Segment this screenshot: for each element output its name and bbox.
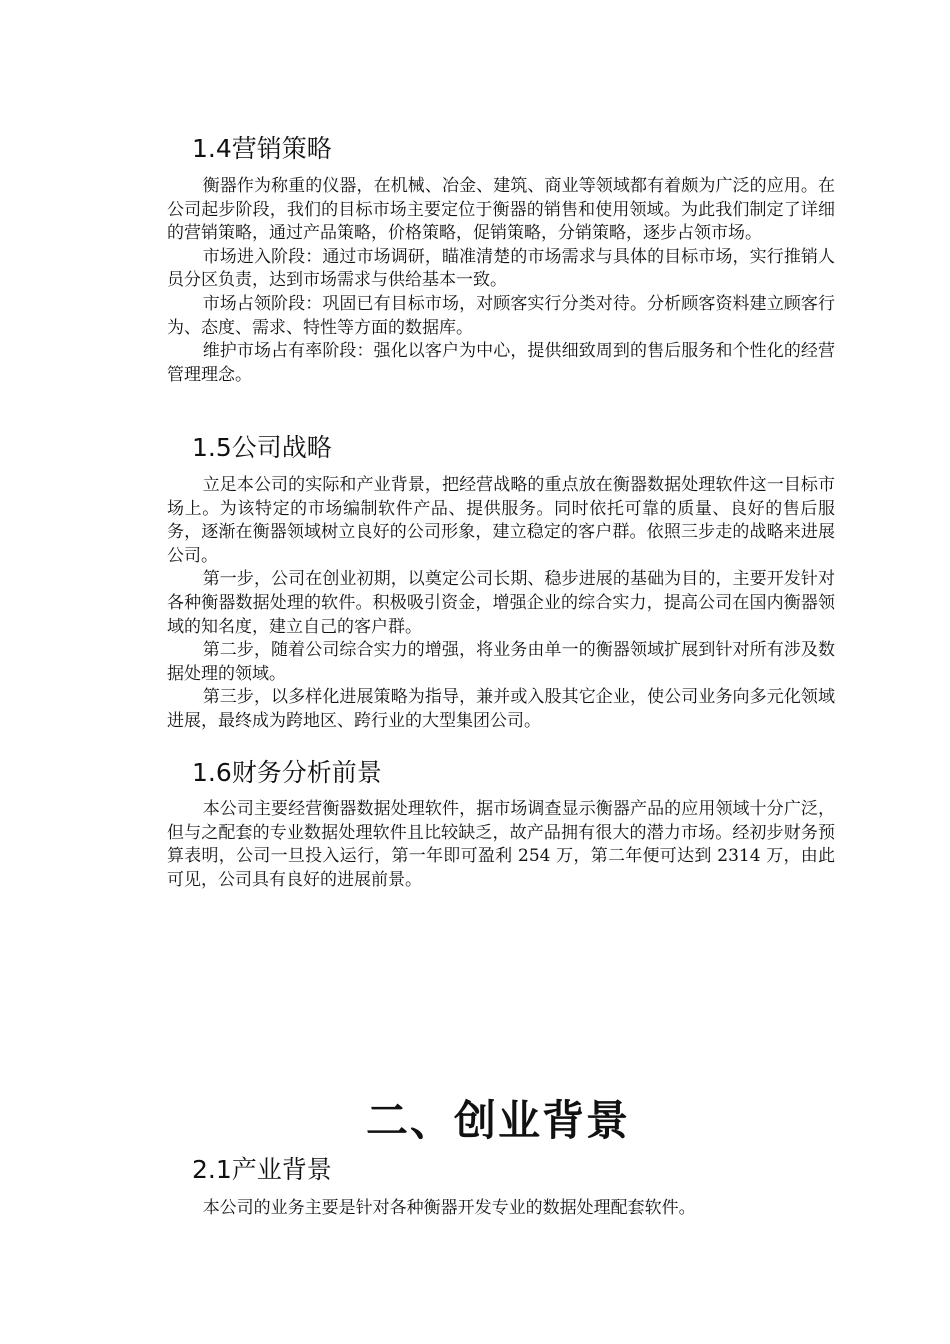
section-body-industry-background [167, 1197, 835, 1221]
paragraph: 第一步，公司在创业初期，以奠定公司长期、稳步进展的基础为目的，主要开发针对各种衡器数据处理的软件。积极吸引资金，增强企业的综合实力，提高公司在国内衡器领域的知名度，建立自己的客户群。 [167, 569, 835, 637]
paragraph: 维护市场占有率阶段：强化以客户为中心，提供细致周到的售后服务和个性化的经营管理理念。 [167, 341, 835, 385]
section-body-company-strategy [167, 474, 835, 734]
section-body-marketing-strategy [167, 175, 835, 387]
section-heading-marketing-strategy: 1.4营销策略 [192, 134, 332, 163]
section-heading-financial-outlook: 1.6财务分析前景 [192, 758, 382, 787]
paragraph: 立足本公司的实际和产业背景，把经营战略的重点放在衡器数据处理软件这一目标市场上。为该特定的市场编制软件产品、提供服务。同时依托可靠的质量、良好的售后服务，逐渐在衡器领域树立良好的公司形象，建立稳定的客户群。依照三步走的战略来进展公司。 [167, 475, 835, 566]
section-heading-company-strategy: 1.5公司战略 [192, 433, 332, 462]
chapter-title: 二、创业背景 [365, 1096, 630, 1145]
section-body-financial-outlook [167, 798, 835, 892]
paragraph: 本公司主要经营衡器数据处理软件，据市场调查显示衡器产品的应用领域十分广泛，但与之配套的专业数据处理软件且比较缺乏，故产品拥有很大的潜力市场。经初步财务预算表明，公司一旦投入运行，第一年即可盈利 254 万，第二年便可达到 2314 万，由此可见，公司具有良好的进展前景。 [167, 799, 835, 890]
paragraph: 市场进入阶段：通过市场调研，瞄准清楚的市场需求与具体的目标市场，实行推销人员分区负责，达到市场需求与供给基本一致。 [167, 246, 835, 291]
paragraph: 衡器作为称重的仪器，在机械、冶金、建筑、商业等领域都有着颇为广泛的应用。在公司起步阶段，我们的目标市场主要定位于衡器的销售和使用领域。为此我们制定了详细的营销策略，通过产品策略，价格策略，促销策略，分销策略，逐步占领市场。 [167, 176, 835, 244]
section-heading-industry-background: 2.1产业背景 [192, 1155, 332, 1184]
paragraph: 第三步，以多样化进展策略为指导，兼并或入股其它企业，使公司业务向多元化领域进展，最终成为跨地区、跨行业的大型集团公司。 [167, 687, 835, 731]
paragraph: 市场占领阶段：巩固已有目标市场，对顾客实行分类对待。分析顾客资料建立顾客行为、态度、需求、特性等方面的数据库。 [167, 293, 835, 338]
paragraph: 本公司的业务主要是针对各种衡器开发专业的数据处理配套软件。 [202, 1198, 696, 1218]
paragraph: 第二步，随着公司综合实力的增强，将业务由单一的衡器领域扩展到针对所有涉及数据处理的领域。 [167, 640, 835, 684]
